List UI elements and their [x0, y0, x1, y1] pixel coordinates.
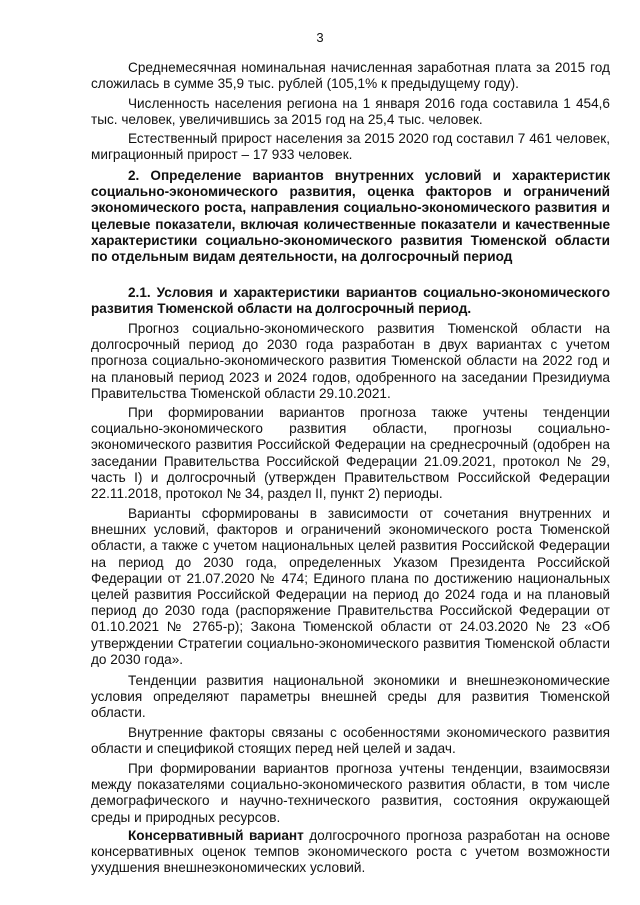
paragraph-wages: Среднемесячная номинальная начисленная заработная плата за 2015 год сложилась в сумме 35,9 тыс. рублей (105,1% к предыдущему году).	[91, 60, 610, 92]
paragraph-forecast-basis: Прогноз социально-экономического развития Тюменской области на долгосрочный период до 2030 года разработан в двух вариантах с учетом прогноза социально-экономического развития Тюменской области на 2022 год и на плановый период 2023 и 2024 годов, одобренного на заседании Президиума Правительства Тюменской области 29.10.2021.	[91, 321, 610, 401]
conservative-variant-text: долгосрочного прогноза разработан на основе консервативных оценок темпов экономического роста с учетом возможности ухудшения внешнеэкономических условий.	[91, 828, 611, 876]
section-heading-2: 2. Определение вариантов внутренних условий и характеристик социально-экономического развития, оценка факторов и ограничений экономического роста, направления социально-экономического развития и целевые показатели, включая количественные показатели и качественные характеристики социально-экономического развития Тюменской области по отдельным видам деятельности, на долгосрочный период	[91, 168, 610, 265]
paragraph-interrelations: При формировании вариантов прогноза учтены тенденции, взаимосвязи между показателями социально-экономического развития области, в том числе демографического и научно-технического развития, состояния окружающей среды и природных ресурсов.	[91, 761, 610, 825]
paragraph-population: Численность населения региона на 1 января 2016 года составила 1 454,6 тыс. человек, увеличившись за 2015 год на 25,4 тыс. человек.	[91, 96, 610, 128]
paragraph-internal-factors: Внутренние факторы связаны с особенностями экономического развития области и спецификой стоящих перед ней целей и задач.	[91, 725, 610, 757]
paragraph-natural-growth: Естественный прирост населения за 2015 2020 год составил 7 461 человек, миграционный прирост – 17 933 человек.	[91, 131, 610, 163]
paragraph-variants-formed: Варианты сформированы в зависимости от сочетания внутренних и внешних условий, факторов и ограничений экономического роста Тюменской области, а также с учетом национальных целей развития Российской Федерации на период до 2030 года, определенных Указом Президента Российской Федерации от 21.07.2020 № 474; Единого плана по достижению национальных целей развития Российской Федерации на период до 2024 года и на плановый период до 2030 года (распоряжение Правительства Российской Федерации от 01.10.2021 № 2765-р); Закона Тюменской области от 24.03.2020 № 23 «Об утверждении Стратегии социально-экономического развития Тюменской области до 2030 года».	[91, 506, 610, 667]
page-number: 3	[316, 30, 324, 45]
paragraph-trends-considered: При формировании вариантов прогноза также учтены тенденции социально-экономического развития области, прогнозы социально-экономического развития Российской Федерации на среднесрочный (одобрен на заседании Правительства Российской Федерации 21.09.2021, протокол № 29, часть I) и долгосрочный (утвержден Правительством Российской Федерации 22.11.2018, протокол № 34, раздел II, пункт 2) периоды.	[91, 405, 610, 502]
conservative-variant-term: Консервативный вариант	[128, 828, 304, 843]
subsection-heading-2-1: 2.1. Условия и характеристики вариантов социально-экономического развития Тюменской области на долгосрочный период.	[91, 285, 610, 317]
paragraph-external-conditions: Тенденции развития национальной экономики и внешнеэкономические условия определяют параметры внешней среды для развития Тюменской области.	[91, 673, 610, 721]
paragraph-conservative-variant	[91, 828, 610, 877]
